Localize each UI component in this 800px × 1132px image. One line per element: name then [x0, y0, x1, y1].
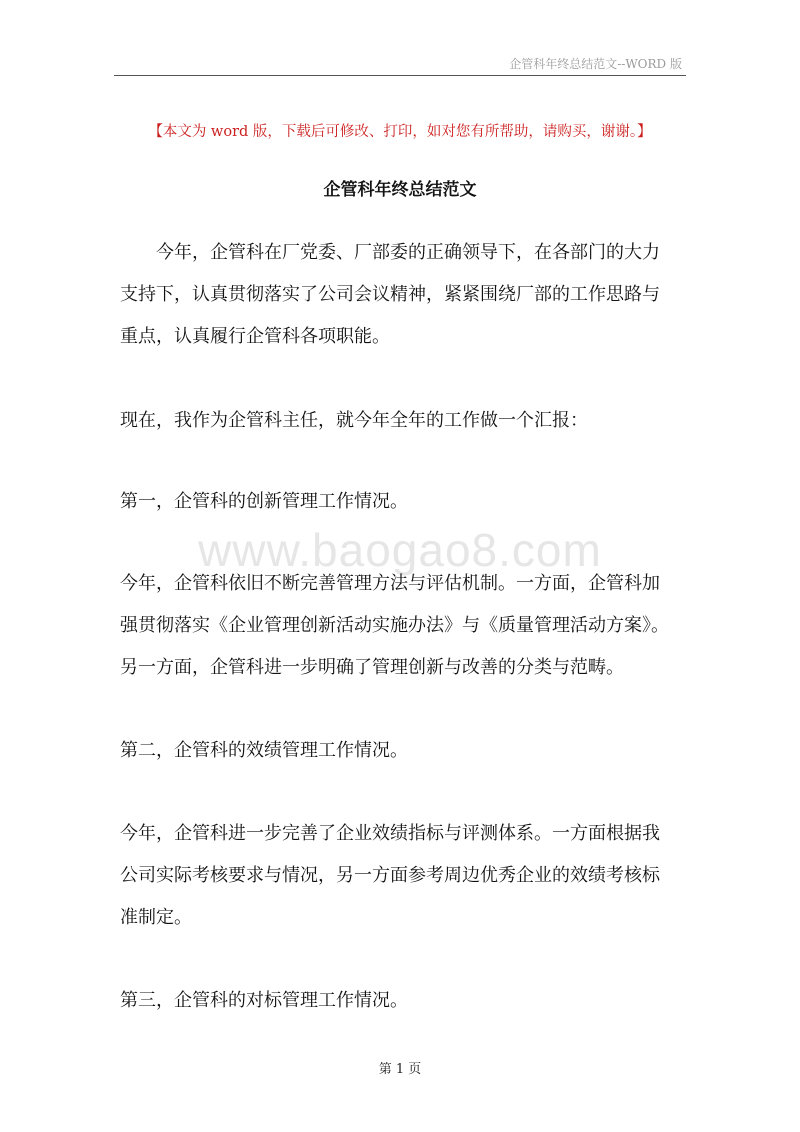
section-heading-2 — [120, 730, 696, 772]
text-line: 强贯彻落实《企业管理创新活动实施办法》与《质量管理活动方案》。 — [120, 615, 669, 636]
section-heading-1 — [120, 481, 696, 523]
text-line: 今年，企管科进一步完善了企业效绩指标与评测体系。一方面根据我 — [120, 823, 660, 844]
paragraph-report-intro — [120, 400, 696, 442]
text-line: 第三，企管科的对标管理工作情况。 — [120, 990, 408, 1011]
text-line: 重点，认真履行企管科各项职能。 — [120, 326, 390, 347]
purchase-notice: 【本文为 word 版，下载后可修改、打印，如对您有所帮助，请购买，谢谢。】 — [148, 124, 652, 140]
text-line: 现在，我作为企管科主任，就今年全年的工作做一个汇报： — [120, 410, 588, 431]
text-line: 今年，企管科依旧不断完善管理方法与评估机制。一方面，企管科加 — [120, 573, 660, 594]
text-line: 另一方面，企管科进一步明确了管理创新与改善的分类与范畴。 — [120, 657, 624, 678]
section-heading-3 — [120, 980, 696, 1022]
watermark: www.baogao8.com — [198, 524, 602, 576]
text-line: 第二，企管科的效绩管理工作情况。 — [120, 740, 408, 761]
running-header: 企管科年终总结范文--WORD 版 — [509, 57, 682, 71]
header-divider — [114, 75, 686, 76]
paragraph-performance — [120, 813, 696, 939]
text-line: 今年，企管科在厂党委、厂部委的正确领导下，在各部门的大力 — [120, 242, 660, 263]
text-line: 公司实际考核要求与情况，另一方面参考周边优秀企业的效绩考核标 — [120, 865, 660, 886]
text-line: 准制定。 — [120, 907, 192, 928]
page-number: 第 1 页 — [378, 1062, 422, 1077]
text-line: 第一，企管科的创新管理工作情况。 — [120, 491, 408, 512]
document-title: 企管科年终总结范文 — [323, 180, 477, 200]
paragraph-innovation — [120, 563, 696, 689]
text-line: 支持下，认真贯彻落实了公司会议精神，紧紧围绕厂部的工作思路与 — [120, 284, 660, 305]
paragraph-intro — [120, 232, 696, 358]
